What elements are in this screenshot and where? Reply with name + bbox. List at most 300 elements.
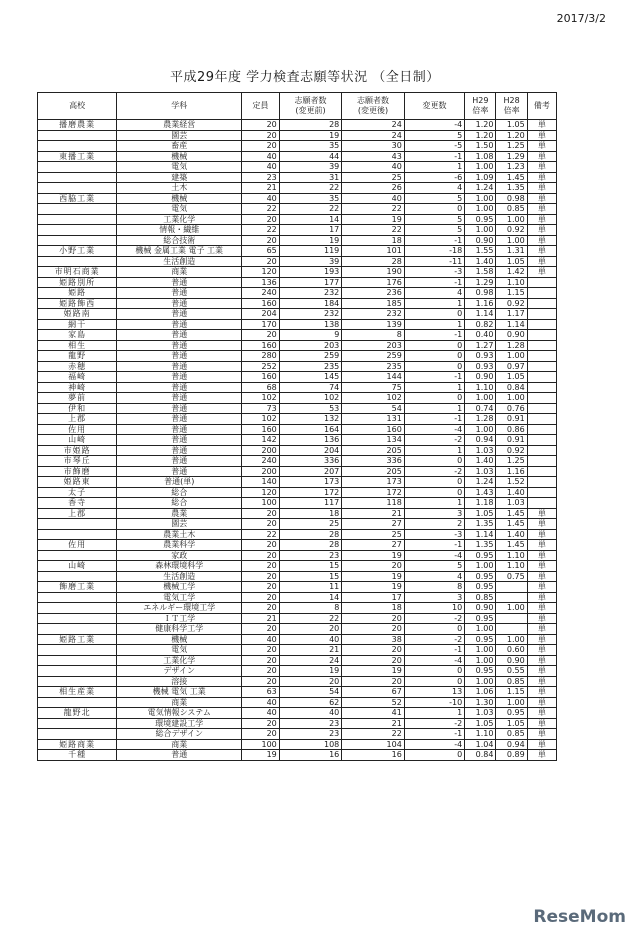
cell-change: 1 bbox=[404, 403, 464, 414]
cell-school: 龍野 bbox=[38, 351, 117, 362]
cell-change: 1 bbox=[404, 498, 464, 509]
cell-quota: 102 bbox=[242, 414, 280, 425]
cell-school: 山崎 bbox=[38, 435, 117, 446]
cell-h28: 0.92 bbox=[496, 298, 527, 309]
cell-school: 姫路南 bbox=[38, 309, 117, 320]
cell-quota: 22 bbox=[242, 529, 280, 540]
cell-dept: 電気工学 bbox=[117, 592, 242, 603]
cell-school: 夢前 bbox=[38, 393, 117, 404]
cell-note: 単 bbox=[527, 750, 556, 761]
cell-before: 40 bbox=[279, 708, 342, 719]
cell-before: 14 bbox=[279, 214, 342, 225]
cell-school: 太子 bbox=[38, 487, 117, 498]
cell-h28: 0.94 bbox=[496, 739, 527, 750]
cell-h29: 1.00 bbox=[465, 225, 496, 236]
cell-quota: 160 bbox=[242, 372, 280, 383]
cell-note: 単 bbox=[527, 130, 556, 141]
cell-h28: 0.85 bbox=[496, 676, 527, 687]
cell-h28: 0.90 bbox=[496, 330, 527, 341]
table-row bbox=[38, 487, 557, 498]
cell-h28: 1.29 bbox=[496, 151, 527, 162]
cell-before: 21 bbox=[279, 645, 342, 656]
cell-after: 17 bbox=[342, 592, 405, 603]
cell-h29: 1.24 bbox=[465, 183, 496, 194]
cell-before: 132 bbox=[279, 414, 342, 425]
cell-note: 単 bbox=[527, 718, 556, 729]
cell-note bbox=[527, 277, 556, 288]
cell-quota: 20 bbox=[242, 519, 280, 530]
cell-quota: 22 bbox=[242, 204, 280, 215]
cell-before: 138 bbox=[279, 319, 342, 330]
cell-dept: 普通 bbox=[117, 340, 242, 351]
table-row bbox=[38, 477, 557, 488]
cell-dept: 土木 bbox=[117, 183, 242, 194]
cell-note: 単 bbox=[527, 256, 556, 267]
cell-note: 単 bbox=[527, 151, 556, 162]
cell-after: 20 bbox=[342, 645, 405, 656]
cell-before: 184 bbox=[279, 298, 342, 309]
header-dept: 学科 bbox=[117, 93, 242, 120]
cell-change: -11 bbox=[404, 256, 464, 267]
cell-school: 伊和 bbox=[38, 403, 117, 414]
table-body bbox=[38, 120, 557, 761]
table-row bbox=[38, 193, 557, 204]
cell-note: 単 bbox=[527, 141, 556, 152]
cell-before: 14 bbox=[279, 592, 342, 603]
cell-h29: 1.00 bbox=[465, 624, 496, 635]
cell-h28: 0.98 bbox=[496, 193, 527, 204]
cell-h29: 0.90 bbox=[465, 372, 496, 383]
cell-quota: 20 bbox=[242, 214, 280, 225]
cell-before: 15 bbox=[279, 571, 342, 582]
table-row bbox=[38, 561, 557, 572]
cell-dept: デザイン bbox=[117, 666, 242, 677]
cell-before: 40 bbox=[279, 634, 342, 645]
cell-h28: 1.10 bbox=[496, 277, 527, 288]
table-row bbox=[38, 540, 557, 551]
cell-change: -3 bbox=[404, 267, 464, 278]
cell-before: 19 bbox=[279, 666, 342, 677]
cell-quota: 252 bbox=[242, 361, 280, 372]
cell-school bbox=[38, 172, 117, 183]
cell-before: 22 bbox=[279, 183, 342, 194]
cell-quota: 136 bbox=[242, 277, 280, 288]
cell-before: 172 bbox=[279, 487, 342, 498]
cell-dept: 総合 bbox=[117, 498, 242, 509]
cell-school: 佐用 bbox=[38, 540, 117, 551]
cell-change: 5 bbox=[404, 225, 464, 236]
cell-note: 単 bbox=[527, 246, 556, 257]
cell-after: 173 bbox=[342, 477, 405, 488]
cell-note: 単 bbox=[527, 666, 556, 677]
cell-h29: 1.55 bbox=[465, 246, 496, 257]
cell-after: 236 bbox=[342, 288, 405, 299]
cell-change: 5 bbox=[404, 214, 464, 225]
cell-quota: 100 bbox=[242, 739, 280, 750]
cell-note bbox=[527, 340, 556, 351]
cell-school bbox=[38, 613, 117, 624]
cell-quota: 20 bbox=[242, 666, 280, 677]
cell-after: 40 bbox=[342, 193, 405, 204]
cell-quota: 20 bbox=[242, 582, 280, 593]
cell-dept: 普通 bbox=[117, 456, 242, 467]
cell-h29: 1.30 bbox=[465, 697, 496, 708]
cell-before: 31 bbox=[279, 172, 342, 183]
cell-h29: 1.00 bbox=[465, 655, 496, 666]
cell-h28: 1.42 bbox=[496, 267, 527, 278]
cell-before: 39 bbox=[279, 256, 342, 267]
cell-after: 22 bbox=[342, 225, 405, 236]
cell-school: 龍野北 bbox=[38, 708, 117, 719]
cell-note: 単 bbox=[527, 183, 556, 194]
cell-dept: 機械工学 bbox=[117, 582, 242, 593]
table-row bbox=[38, 309, 557, 320]
table-row bbox=[38, 445, 557, 456]
cell-change: -2 bbox=[404, 634, 464, 645]
table-row bbox=[38, 424, 557, 435]
cell-quota: 20 bbox=[242, 235, 280, 246]
cell-h28: 1.00 bbox=[496, 603, 527, 614]
cell-note bbox=[527, 498, 556, 509]
cell-before: 20 bbox=[279, 676, 342, 687]
cell-change: -4 bbox=[404, 739, 464, 750]
cell-school bbox=[38, 718, 117, 729]
table-row bbox=[38, 697, 557, 708]
cell-after: 27 bbox=[342, 540, 405, 551]
cell-after: 21 bbox=[342, 508, 405, 519]
cell-h29: 1.10 bbox=[465, 729, 496, 740]
cell-h28: 1.00 bbox=[496, 634, 527, 645]
cell-h29: 0.98 bbox=[465, 288, 496, 299]
cell-dept: 農業科学 bbox=[117, 540, 242, 551]
cell-note: 単 bbox=[527, 204, 556, 215]
cell-change: -5 bbox=[404, 141, 464, 152]
cell-school bbox=[38, 655, 117, 666]
cell-dept: 普通 bbox=[117, 309, 242, 320]
cell-dept: 普通 bbox=[117, 351, 242, 362]
cell-before: 16 bbox=[279, 750, 342, 761]
cell-note: 単 bbox=[527, 624, 556, 635]
table-row bbox=[38, 382, 557, 393]
cell-h29: 0.90 bbox=[465, 235, 496, 246]
cell-h29: 1.05 bbox=[465, 508, 496, 519]
cell-school: 姫路 bbox=[38, 288, 117, 299]
cell-dept: 普通 bbox=[117, 445, 242, 456]
cell-quota: 200 bbox=[242, 466, 280, 477]
cell-after: 101 bbox=[342, 246, 405, 257]
table-row bbox=[38, 718, 557, 729]
cell-dept: 普通 bbox=[117, 277, 242, 288]
cell-dept: 普通(単) bbox=[117, 477, 242, 488]
cell-h29: 0.95 bbox=[465, 666, 496, 677]
cell-quota: 20 bbox=[242, 130, 280, 141]
cell-h28: 0.84 bbox=[496, 382, 527, 393]
cell-quota: 102 bbox=[242, 393, 280, 404]
cell-before: 24 bbox=[279, 655, 342, 666]
cell-after: 19 bbox=[342, 214, 405, 225]
cell-after: 8 bbox=[342, 330, 405, 341]
cell-h28: 1.45 bbox=[496, 172, 527, 183]
table-row bbox=[38, 750, 557, 761]
cell-before: 15 bbox=[279, 561, 342, 572]
cell-h28: 0.85 bbox=[496, 729, 527, 740]
cell-after: 20 bbox=[342, 624, 405, 635]
cell-after: 185 bbox=[342, 298, 405, 309]
cell-dept: 機械 電気 工業 bbox=[117, 687, 242, 698]
document-date: 2017/3/2 bbox=[556, 12, 606, 25]
cell-change: -1 bbox=[404, 235, 464, 246]
cell-quota: 20 bbox=[242, 603, 280, 614]
cell-school: 市明石商業 bbox=[38, 267, 117, 278]
cell-note: 単 bbox=[527, 267, 556, 278]
header-h28: H28 倍率 bbox=[496, 93, 527, 120]
cell-before: 18 bbox=[279, 508, 342, 519]
cell-dept: 普通 bbox=[117, 330, 242, 341]
cell-after: 41 bbox=[342, 708, 405, 719]
cell-change: 1 bbox=[404, 162, 464, 173]
cell-dept: 電気 bbox=[117, 162, 242, 173]
cell-quota: 40 bbox=[242, 193, 280, 204]
cell-before: 207 bbox=[279, 466, 342, 477]
cell-after: 131 bbox=[342, 414, 405, 425]
cell-h28: 1.10 bbox=[496, 550, 527, 561]
cell-before: 235 bbox=[279, 361, 342, 372]
cell-change: 0 bbox=[404, 204, 464, 215]
cell-school: 小野工業 bbox=[38, 246, 117, 257]
cell-quota: 20 bbox=[242, 330, 280, 341]
cell-h29: 1.08 bbox=[465, 151, 496, 162]
cell-note: 単 bbox=[527, 676, 556, 687]
cell-school: 市姫路 bbox=[38, 445, 117, 456]
cell-change: -18 bbox=[404, 246, 464, 257]
table-row bbox=[38, 246, 557, 257]
cell-dept: 普通 bbox=[117, 414, 242, 425]
cell-dept: 普通 bbox=[117, 319, 242, 330]
cell-before: 173 bbox=[279, 477, 342, 488]
cell-h28: 1.40 bbox=[496, 529, 527, 540]
cell-change: -1 bbox=[404, 277, 464, 288]
cell-note bbox=[527, 456, 556, 467]
cell-change: 4 bbox=[404, 288, 464, 299]
cell-h29: 1.03 bbox=[465, 466, 496, 477]
cell-dept: 工業化学 bbox=[117, 655, 242, 666]
cell-quota: 100 bbox=[242, 498, 280, 509]
cell-quota: 20 bbox=[242, 508, 280, 519]
cell-h29: 0.84 bbox=[465, 750, 496, 761]
cell-dept: 機械 bbox=[117, 193, 242, 204]
cell-school bbox=[38, 235, 117, 246]
cell-after: 43 bbox=[342, 151, 405, 162]
cell-quota: 20 bbox=[242, 561, 280, 572]
cell-change: -1 bbox=[404, 330, 464, 341]
cell-after: 30 bbox=[342, 141, 405, 152]
cell-after: 28 bbox=[342, 256, 405, 267]
cell-quota: 140 bbox=[242, 477, 280, 488]
cell-school bbox=[38, 603, 117, 614]
cell-change: -4 bbox=[404, 550, 464, 561]
cell-h28: 1.45 bbox=[496, 508, 527, 519]
cell-dept: 森林環境科学 bbox=[117, 561, 242, 572]
table-row bbox=[38, 120, 557, 131]
cell-after: 19 bbox=[342, 571, 405, 582]
cell-change: 1 bbox=[404, 445, 464, 456]
cell-school bbox=[38, 697, 117, 708]
cell-school bbox=[38, 183, 117, 194]
cell-school: 千種 bbox=[38, 750, 117, 761]
cell-school: 姫路別所 bbox=[38, 277, 117, 288]
cell-after: 24 bbox=[342, 130, 405, 141]
cell-before: 177 bbox=[279, 277, 342, 288]
header-note: 備考 bbox=[527, 93, 556, 120]
cell-change: -2 bbox=[404, 718, 464, 729]
cell-h28: 1.16 bbox=[496, 466, 527, 477]
cell-change: 5 bbox=[404, 193, 464, 204]
cell-change: 0 bbox=[404, 456, 464, 467]
cell-after: 19 bbox=[342, 666, 405, 677]
cell-dept: 普通 bbox=[117, 466, 242, 477]
cell-before: 28 bbox=[279, 529, 342, 540]
cell-change: -2 bbox=[404, 435, 464, 446]
cell-h28: 0.91 bbox=[496, 414, 527, 425]
cell-dept: 工業化学 bbox=[117, 214, 242, 225]
cell-note bbox=[527, 309, 556, 320]
cell-note bbox=[527, 435, 556, 446]
cell-change: 0 bbox=[404, 393, 464, 404]
cell-after: 20 bbox=[342, 676, 405, 687]
cell-before: 145 bbox=[279, 372, 342, 383]
cell-quota: 240 bbox=[242, 456, 280, 467]
cell-after: 20 bbox=[342, 613, 405, 624]
cell-dept: エネルギー環境工学 bbox=[117, 603, 242, 614]
cell-after: 40 bbox=[342, 162, 405, 173]
cell-before: 22 bbox=[279, 613, 342, 624]
cell-dept: 普通 bbox=[117, 424, 242, 435]
cell-note: 単 bbox=[527, 645, 556, 656]
cell-before: 232 bbox=[279, 309, 342, 320]
cell-note: 単 bbox=[527, 729, 556, 740]
cell-h28: 1.00 bbox=[496, 214, 527, 225]
cell-h28: 1.45 bbox=[496, 540, 527, 551]
cell-after: 104 bbox=[342, 739, 405, 750]
cell-dept: 園芸 bbox=[117, 519, 242, 530]
cell-quota: 20 bbox=[242, 592, 280, 603]
table-row bbox=[38, 456, 557, 467]
cell-after: 24 bbox=[342, 120, 405, 131]
cell-quota: 40 bbox=[242, 151, 280, 162]
cell-dept: 普通 bbox=[117, 393, 242, 404]
cell-after: 25 bbox=[342, 529, 405, 540]
cell-note bbox=[527, 361, 556, 372]
cell-dept: 電気 bbox=[117, 645, 242, 656]
cell-h29: 1.00 bbox=[465, 424, 496, 435]
cell-quota: 20 bbox=[242, 676, 280, 687]
cell-note bbox=[527, 424, 556, 435]
cell-dept: 建築 bbox=[117, 172, 242, 183]
cell-after: 205 bbox=[342, 445, 405, 456]
cell-h28 bbox=[496, 624, 527, 635]
cell-h28: 0.90 bbox=[496, 655, 527, 666]
table-row bbox=[38, 235, 557, 246]
cell-dept: 溶接 bbox=[117, 676, 242, 687]
cell-note: 単 bbox=[527, 120, 556, 131]
cell-quota: 160 bbox=[242, 424, 280, 435]
table-row bbox=[38, 361, 557, 372]
cell-change: -4 bbox=[404, 655, 464, 666]
cell-h29: 0.93 bbox=[465, 351, 496, 362]
cell-after: 18 bbox=[342, 235, 405, 246]
cell-before: 25 bbox=[279, 519, 342, 530]
cell-h28: 1.05 bbox=[496, 372, 527, 383]
cell-h29: 1.35 bbox=[465, 540, 496, 551]
cell-school bbox=[38, 256, 117, 267]
cell-quota: 20 bbox=[242, 540, 280, 551]
table-row bbox=[38, 130, 557, 141]
cell-after: 22 bbox=[342, 729, 405, 740]
cell-h29: 1.20 bbox=[465, 120, 496, 131]
cell-h29: 1.00 bbox=[465, 393, 496, 404]
cell-h28: 1.40 bbox=[496, 487, 527, 498]
cell-before: 62 bbox=[279, 697, 342, 708]
cell-h29: 0.85 bbox=[465, 592, 496, 603]
cell-quota: 200 bbox=[242, 445, 280, 456]
cell-h29: 1.06 bbox=[465, 687, 496, 698]
cell-change: -3 bbox=[404, 529, 464, 540]
cell-h29: 1.58 bbox=[465, 267, 496, 278]
cell-school bbox=[38, 676, 117, 687]
cell-change: 5 bbox=[404, 130, 464, 141]
cell-note bbox=[527, 477, 556, 488]
cell-h29: 0.95 bbox=[465, 214, 496, 225]
cell-dept: 農業 bbox=[117, 508, 242, 519]
table-row bbox=[38, 372, 557, 383]
cell-h29: 1.00 bbox=[465, 645, 496, 656]
cell-before: 102 bbox=[279, 393, 342, 404]
cell-after: 205 bbox=[342, 466, 405, 477]
cell-after: 235 bbox=[342, 361, 405, 372]
cell-h29: 1.10 bbox=[465, 382, 496, 393]
cell-dept: 農業土木 bbox=[117, 529, 242, 540]
table-row bbox=[38, 592, 557, 603]
header-change: 変更数 bbox=[404, 93, 464, 120]
cell-before: 259 bbox=[279, 351, 342, 362]
cell-quota: 63 bbox=[242, 687, 280, 698]
cell-h29: 1.05 bbox=[465, 718, 496, 729]
cell-school bbox=[38, 130, 117, 141]
table-row bbox=[38, 498, 557, 509]
cell-h28: 0.92 bbox=[496, 445, 527, 456]
cell-h28: 1.31 bbox=[496, 246, 527, 257]
cell-before: 28 bbox=[279, 120, 342, 131]
cell-school: 東播工業 bbox=[38, 151, 117, 162]
cell-before: 53 bbox=[279, 403, 342, 414]
cell-h28: 1.10 bbox=[496, 561, 527, 572]
cell-dept: 生活創造 bbox=[117, 256, 242, 267]
cell-change: -1 bbox=[404, 729, 464, 740]
cell-h29: 0.95 bbox=[465, 582, 496, 593]
cell-dept: 総合デザイン bbox=[117, 729, 242, 740]
cell-change: -1 bbox=[404, 414, 464, 425]
cell-h28: 1.14 bbox=[496, 319, 527, 330]
cell-h29: 1.18 bbox=[465, 498, 496, 509]
cell-h29: 1.00 bbox=[465, 193, 496, 204]
cell-dept: 畜産 bbox=[117, 141, 242, 152]
cell-dept: 普通 bbox=[117, 288, 242, 299]
cell-before: 74 bbox=[279, 382, 342, 393]
cell-h28 bbox=[496, 592, 527, 603]
cell-h28 bbox=[496, 582, 527, 593]
cell-after: 22 bbox=[342, 204, 405, 215]
cell-change: -6 bbox=[404, 172, 464, 183]
